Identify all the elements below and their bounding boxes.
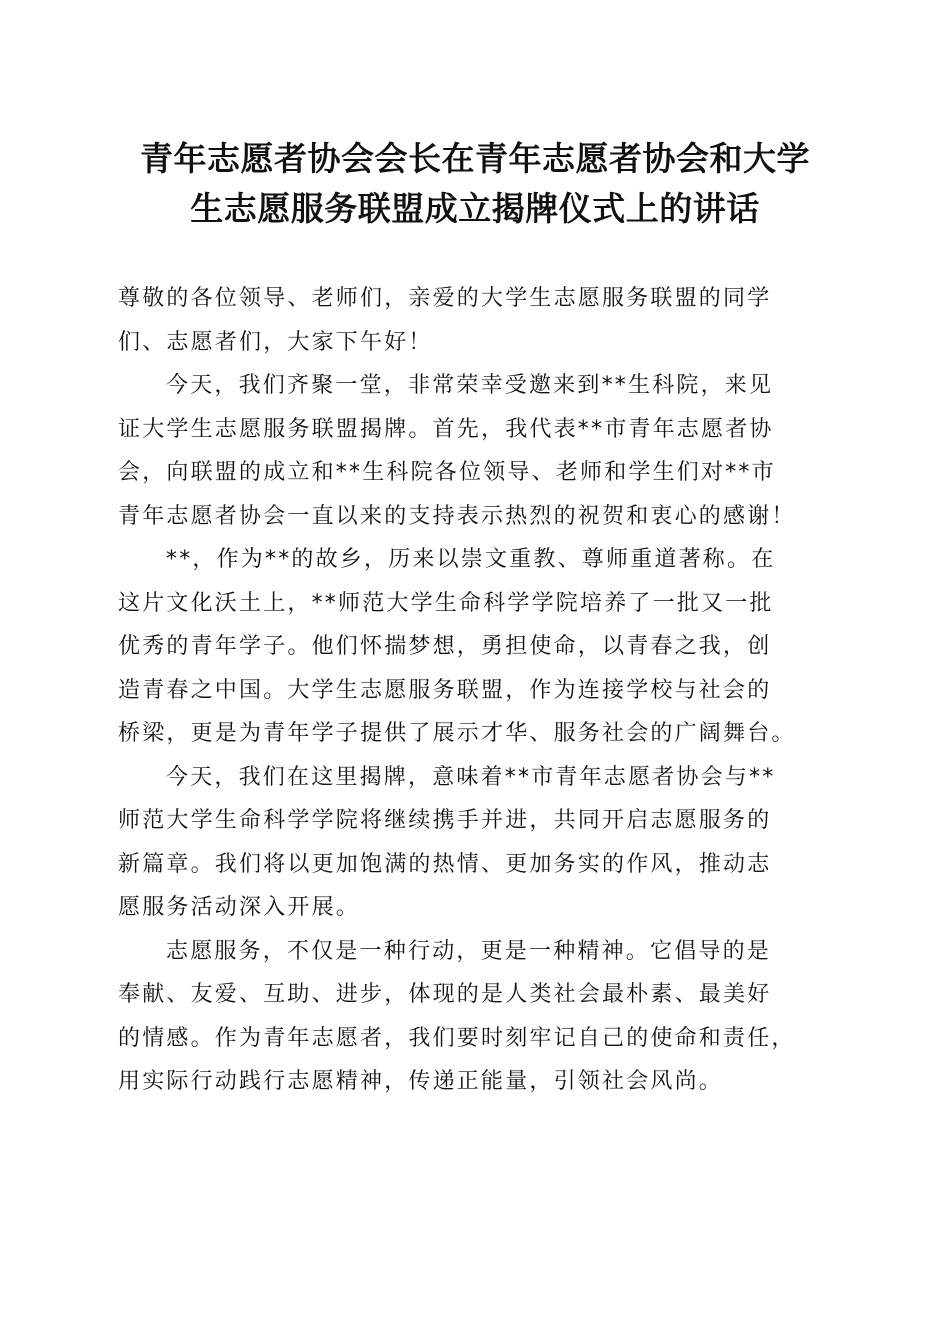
- text-line: 今天，我们在这里揭牌，意味着**市青年志愿者协会与**: [166, 764, 776, 790]
- text-line: 会，向联盟的成立和**生科院各位领导、老师和学生们对**市: [118, 460, 776, 485]
- text-line: 今天，我们齐聚一堂，非常荣幸受邀来到**生科院，来见: [166, 373, 774, 398]
- text-line: 志愿服务，不仅是一种行动，更是一种精神。它倡导的是: [166, 938, 772, 964]
- document-body: [118, 277, 838, 1104]
- text-line: **，作为**的故乡，历来以崇文重教、尊师重道著称。在: [166, 547, 776, 572]
- title-line-1: 青年志愿者协会会长在青年志愿者协会和大学: [140, 139, 810, 178]
- text-line: 证大学生志愿服务联盟揭牌。首先，我代表**市青年志愿者协: [118, 416, 774, 442]
- text-line: 优秀的青年学子。他们怀揣梦想，勇担使命，以青春之我，创: [118, 634, 772, 659]
- text-line: 青年志愿者协会一直以来的支持表示热烈的祝贺和衷心的感谢！: [118, 503, 796, 529]
- text-line: 用实际行动践行志愿精神，传递正能量，引领社会风尚。: [118, 1069, 724, 1094]
- text-line: 桥梁，更是为青年学子提供了展示才华、服务社会的广阔舞台。: [118, 721, 796, 746]
- text-line: 愿服务活动深入开展。: [118, 895, 361, 920]
- text-line: 这片文化沃土上，**师范大学生命科学学院培养了一批又一批: [118, 590, 774, 616]
- text-line: 新篇章。我们将以更加饱满的热情、更加务实的作风，推动志: [118, 851, 772, 877]
- text-line: 奉献、友爱、互助、进步，体现的是人类社会最朴素、最美好: [118, 982, 772, 1007]
- text-line: 们、志愿者们，大家下午好！: [118, 329, 433, 355]
- document-title: [100, 134, 850, 234]
- text-line: 师范大学生命科学学院将继续携手并进，共同开启志愿服务的: [118, 808, 772, 833]
- text-line: 的情感。作为青年志愿者，我们要时刻牢记自己的使命和责任，: [118, 1025, 796, 1051]
- text-line: 尊敬的各位领导、老师们，亲爱的大学生志愿服务联盟的同学: [118, 286, 772, 311]
- title-line-2: 生志愿服务联盟成立揭牌仪式上的讲话: [190, 189, 760, 228]
- text-line: 造青春之中国。大学生志愿服务联盟，作为连接学校与社会的: [118, 677, 772, 703]
